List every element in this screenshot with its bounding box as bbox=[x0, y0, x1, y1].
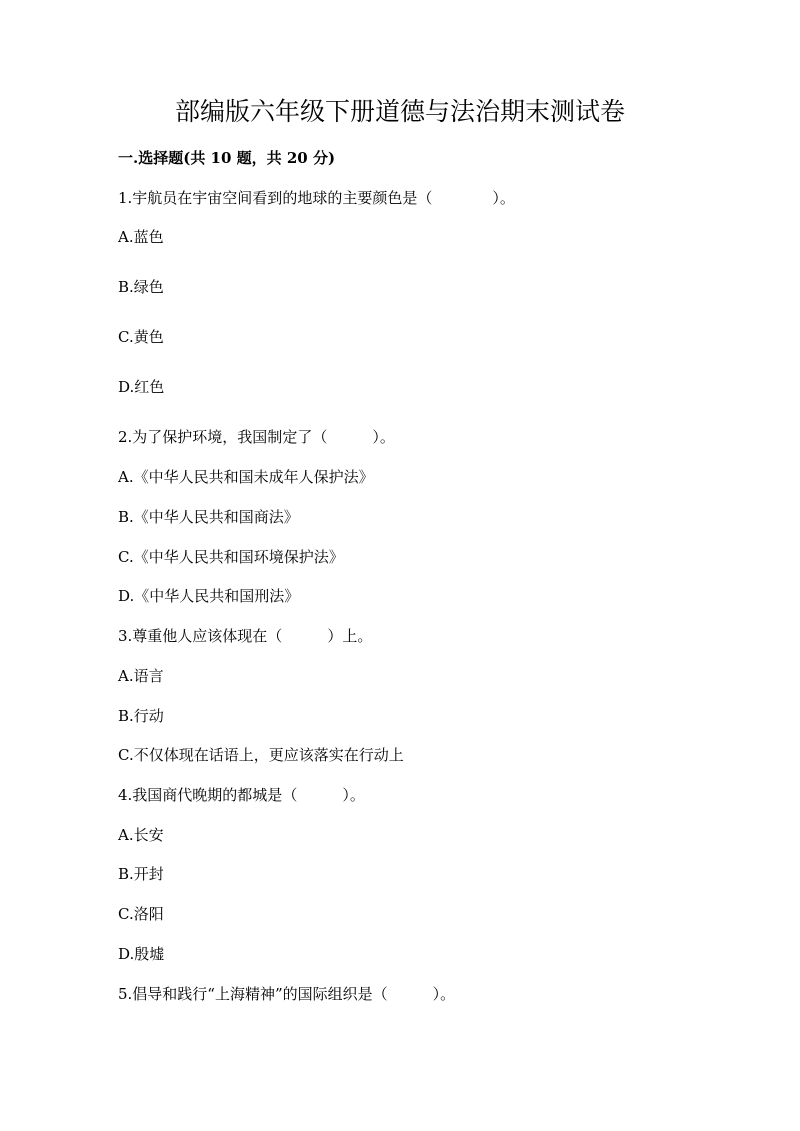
page-title: 部编版六年级下册道德与法治期末测试卷 bbox=[174, 97, 625, 126]
question-2-stem: 2.为了保护环境，我国制定了（ ）。 bbox=[118, 428, 395, 446]
question-2-option-c: C.《中华人民共和国环境保护法》 bbox=[118, 548, 344, 566]
question-4-option-d: D.殷墟 bbox=[118, 945, 165, 963]
question-3-option-c: C.不仅体现在话语上，更应该落实在行动上 bbox=[118, 746, 404, 764]
question-2-option-b: B.《中华人民共和国商法》 bbox=[118, 508, 299, 526]
question-1-option-b: B.绿色 bbox=[118, 278, 164, 296]
question-2-option-a: A.《中华人民共和国未成年人保护法》 bbox=[118, 468, 374, 486]
question-1-option-a: A.蓝色 bbox=[118, 228, 164, 246]
question-4-option-a: A.长安 bbox=[118, 826, 164, 844]
question-2-option-d: D.《中华人民共和国刑法》 bbox=[118, 587, 300, 605]
question-1-stem: 1.宇航员在宇宙空间看到的地球的主要颜色是（ ）。 bbox=[118, 189, 515, 207]
question-5-stem: 5.倡导和践行“上海精神”的国际组织是（ ）。 bbox=[118, 985, 456, 1003]
question-4-stem: 4.我国商代晚期的都城是（ ）。 bbox=[118, 786, 365, 804]
question-3-option-b: B.行动 bbox=[118, 707, 164, 725]
question-4-option-c: C.洛阳 bbox=[118, 905, 164, 923]
question-4-option-b: B.开封 bbox=[118, 865, 164, 883]
question-3-stem: 3.尊重他人应该体现在（ ）上。 bbox=[118, 627, 373, 645]
question-1-option-d: D.红色 bbox=[118, 378, 165, 396]
question-1-option-c: C.黄色 bbox=[118, 328, 164, 346]
question-3-option-a: A.语言 bbox=[118, 667, 164, 685]
section-heading: 一.选择题(共 10 题，共 20 分) bbox=[118, 149, 336, 167]
